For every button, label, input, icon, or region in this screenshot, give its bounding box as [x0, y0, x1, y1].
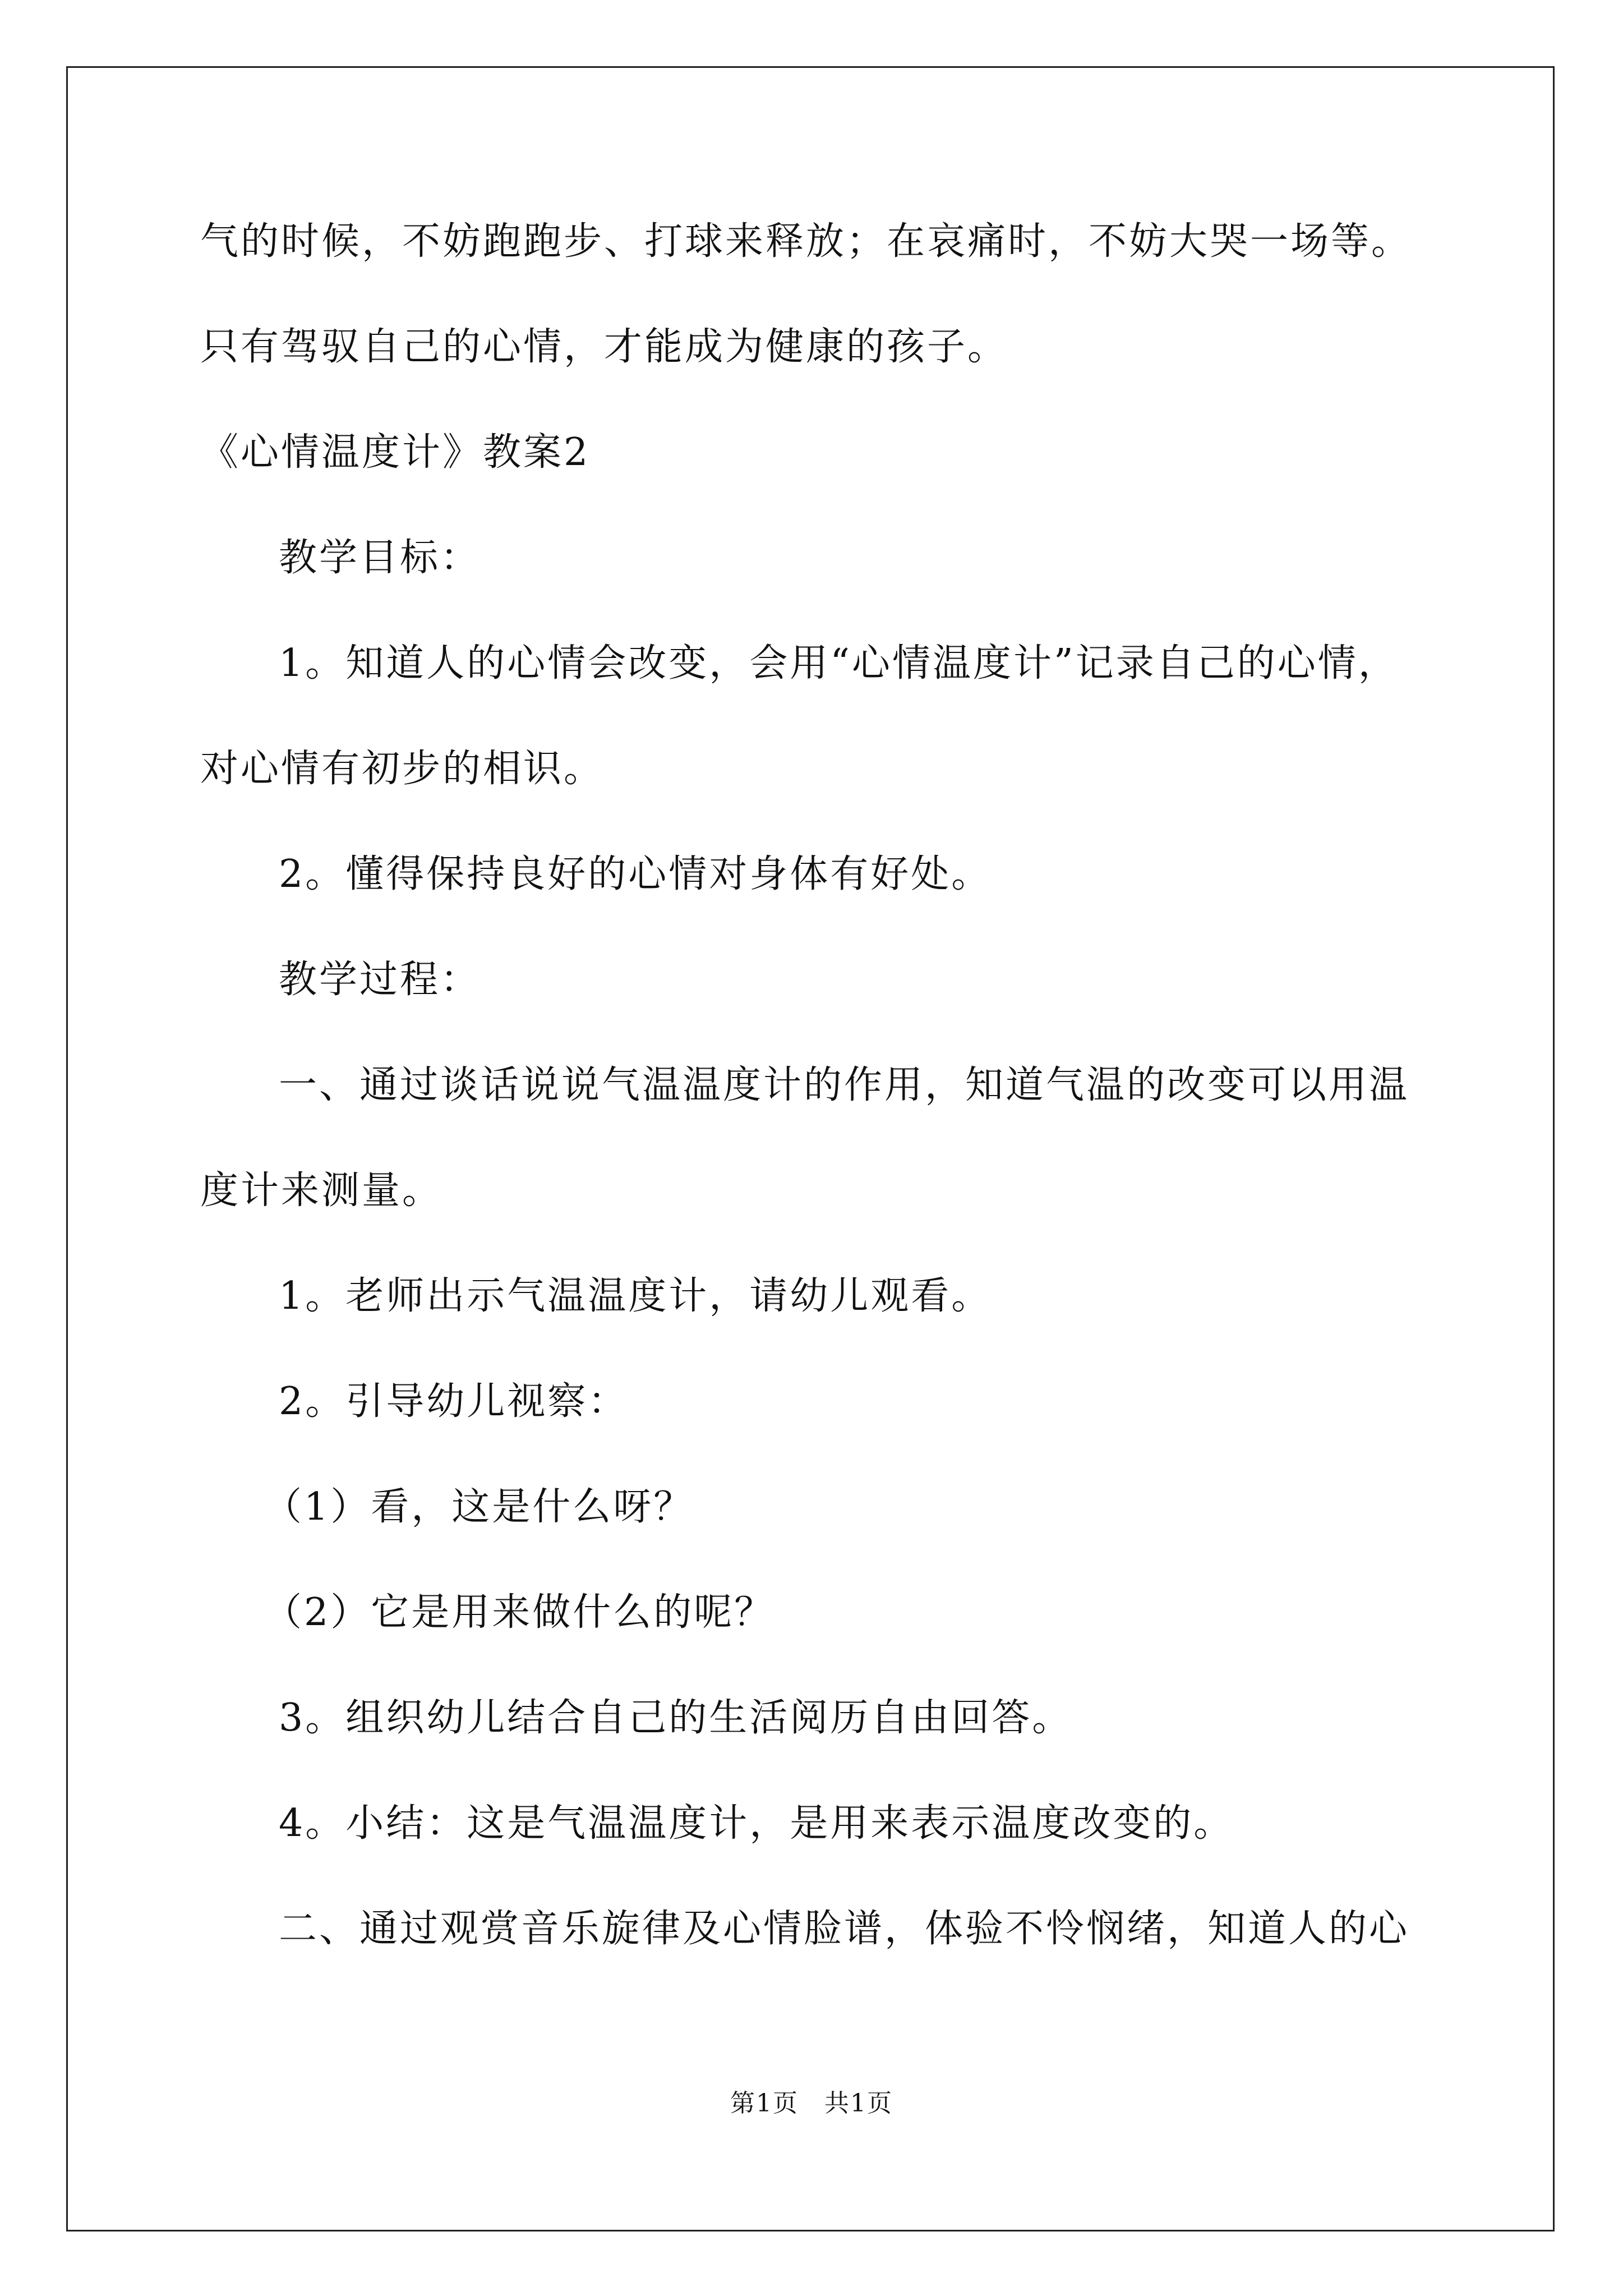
heading-teaching-goals: 教学目标： [279, 536, 481, 580]
substep-4: 4。小结：这是气温温度计，是用来表示温度改变的。 [279, 1801, 1234, 1846]
paragraph-line: 气的时候，不妨跑跑步、打球来释放；在哀痛时，不妨大哭一场等。 [200, 219, 1412, 264]
process-step-1: 一、通过谈话说说气温温度计的作用，知道气温的改变可以用温 [279, 1063, 1410, 1107]
question-1: （1）看，这是什么呀？ [264, 1485, 694, 1529]
section-title: 《心情温度计》教案2 [200, 430, 591, 475]
paragraph-line: 只有驾驭自己的心情，才能成为健康的孩子。 [200, 325, 1008, 369]
substep-3: 3。组织幼儿结合自己的生活阅历自由回答。 [279, 1696, 1073, 1740]
goal-item-1-continued: 对心情有初步的相识。 [200, 747, 605, 791]
substep-2: 2。引导幼儿视察： [279, 1379, 629, 1424]
goal-item-2: 2。懂得保持良好的心情对身体有好处。 [279, 852, 992, 896]
goal-item-1: 1。知道人的心情会改变，会用“心情温度计”记录自己的心情， [279, 641, 1399, 685]
process-step-1-continued: 度计来测量。 [200, 1168, 443, 1213]
question-2: （2）它是用来做什么的呢？ [264, 1590, 775, 1635]
page-footer: 第1页 共1页 [730, 2089, 893, 2118]
process-step-2: 二、通过观赏音乐旋律及心情脸谱，体验不怜悯绪，知道人的心 [279, 1907, 1410, 1951]
heading-teaching-process: 教学过程： [279, 958, 481, 1002]
substep-1: 1。老师出示气温温度计，请幼儿观看。 [279, 1274, 992, 1318]
